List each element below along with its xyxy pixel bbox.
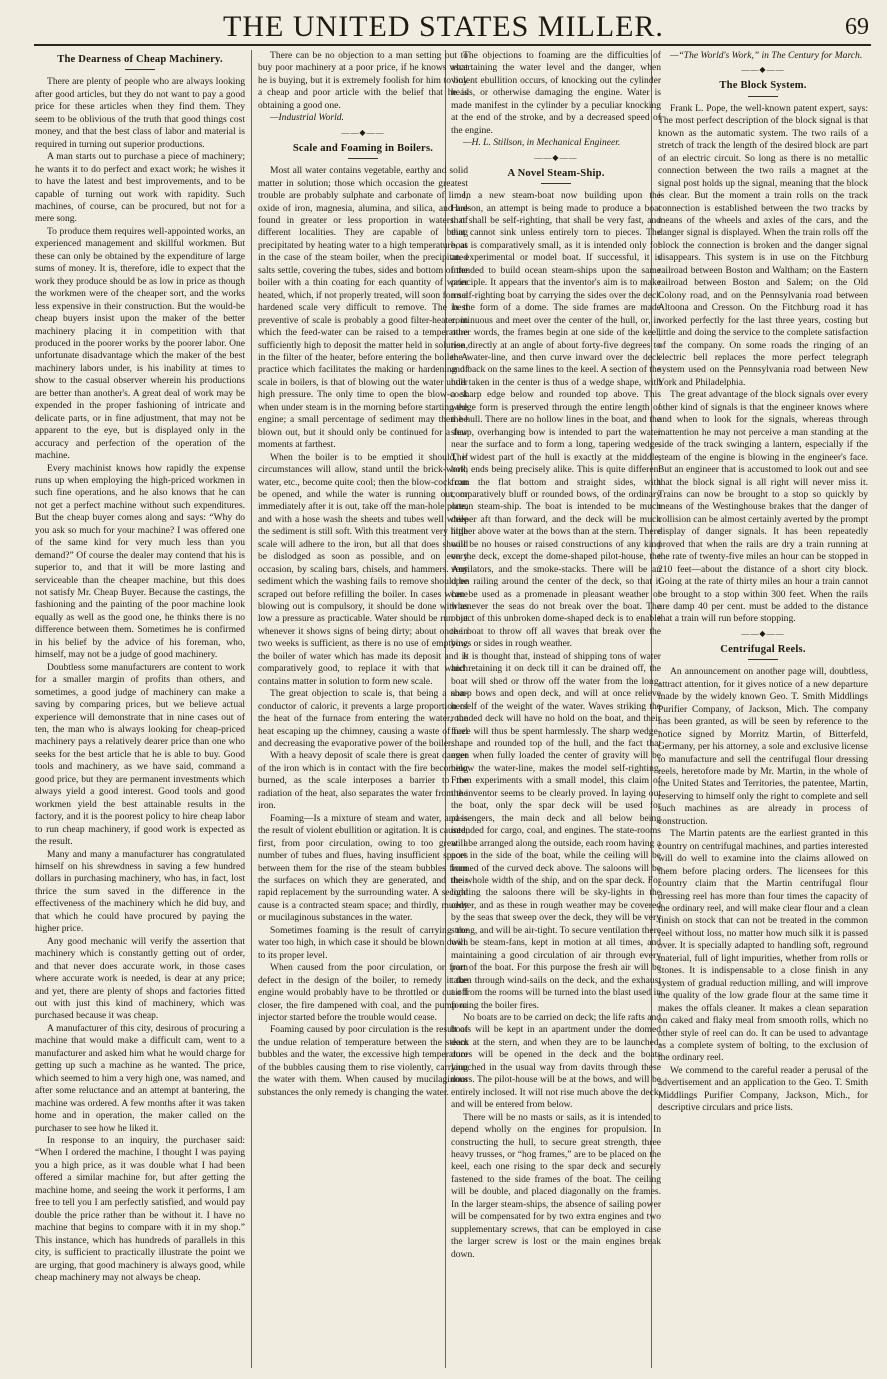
- article-title-scale-foaming: Scale and Foaming in Boilers.: [292, 142, 434, 154]
- paragraph: There can be no objection to a man setting out to buy poor machinery at a poor price, if he knows what he is buying, but it is extremely foolish for him to buy a cheap and poor article with the belief that he is obtaining a good one.: [258, 50, 468, 111]
- paragraph: A manufacturer of this city, desirous of procuring a machine that would make a difficult cam, went to a manufacturer and asked him what he would charge for getting up such a machine as he wanted. The price, which seemed to him a very high one, was named, and after some reluctance and an attempt at bantering, the machine was ordered. A few months after it was taken home and in operation, the maker called on the purchaser to see how he liked it.: [35, 1022, 245, 1134]
- paragraph: In a new steam-boat now building upon the Hudson, an attempt is being made to produce a boat that shall be self-righting, that shall be very fast, and that cannot sink unless entirely torn to pieces. The boat is comparatively small, as it is intended only for an experimental or model boat. If successful, it is intended to build ocean steam-ships upon the same principle. It appears that the inventor's aim is to make a self-righting boat by carrying the sides over the deck in the form of a dome. The side frames are made continuous and meet over the center of the hull, or, in other words, the frames begin at one side of the keel, rise directly at an angle of about forty-five degrees to the water-line, and then curve inward over the deck and back on the same lines to the keel. A section of the hull taken in the center is thus of a wedge shape, with a sharp edge below and rounded top above. This wedge form is preserved through the entire length of the hull. There are no hollow lines in the boat, and the sharp, overhanging bow is intended to part the water near the surface and to form a long, tapering wedge. The widest part of the hull is exactly at the middle, both ends being precisely alike. This is quite different from the flat bottom and straight sides, with comparatively bluff or rounded bows, of the ordinary ocean steam-ship. The boat is intended to be much deeper aft than forward, and the deck will be much higher above water at the bows than at the stern. There will be no houses or raised constructions of any kind on the deck, except the dome-shaped pilot-house, the ventilators, and the smoke-stacks. There will be an open railing around the center of the deck, so that it can be used as a promenade in pleasant weather or whenever the seas do not break over the boat. The object of this unbroken dome-shaped deck is to enable the boat to throw off all waves that break over the bows or sides in rough weather.: [451, 190, 661, 650]
- column-divider: [251, 50, 252, 1368]
- paragraph: Many and many a manufacturer has congratulated himself on his shrewdness in saving a few hundred dollars in purchasing machinery, who has, in fact, lost thrice the sum saved in the difference in the effectiveness of the machinery which he did buy, and that which he could have procured by paying the higher price.: [35, 848, 245, 935]
- header-rule: [34, 44, 871, 46]
- title-rule: [348, 158, 378, 159]
- paragraph: We commend to the careful reader a perusal of the advertisement and an application to the Geo. T. Smith Middlings Purifier Company, Jackson, Mich., for descriptive circulars and price lists.: [658, 1064, 868, 1114]
- page-number: 69: [845, 14, 869, 40]
- article-title-block-system: The Block System.: [719, 80, 807, 92]
- column-3: [451, 50, 661, 1368]
- paragraph: To produce them requires well-appointed works, an experienced management and skillful workmen. But these can only be obtained by the expenditure of large sums of money. It is, therefore, idle to expect that the work they produce should be as low in price as though the workmen were of the cheaper sort, and the works less expensive in their construction. But the would-be cheap buyers insist upon the maker of the better machinery placing it in competition with that produced in the poorer works by the poorer labor. One unfortunate disadvantage which the maker of the best machinery labors under, is his inability at times to show to the casual observer wherein his productions are better than another's. A great deal of work may be expended in the proper fashioning of intricate and delicate parts, or in fine adjustment, that may not be apparent to the eye, but is displayed only in the accuracy and perfection of the operation of the machine.: [35, 225, 245, 462]
- paragraph: Any good mechanic will verify the assertion that machinery which is constantly getting out of order, and that never does accurate work, in those cases where accurate work is needed, is dear at any price; and yet, there are plenty of shops and factories fitted out with just this kind of machinery, which was purchased because it was cheap.: [35, 935, 245, 1022]
- column-4: [658, 50, 868, 1368]
- paragraph: The Martin patents are the earliest granted in this country on centrifugal machines, and parties interested will do well to examine into the claims allowed on them before placing orders. The licensees for this country claim that the Martin centrifugal flour dressing reel has more than four times the capacity of the ordinary reel, and will make clear flour and a clean finish on stock that can not be treated in the common reel without loss, no matter how much silk it is passed over. It is specially adapted to handling soft, reground material, full of light impurities, whether from rolls or stones. It is indispensable to a close finish in any system of gradual reduction milling, and will improve the quality of the low grade flour at the same time it makes the offals cleaner. It makes a clean separation on caked and flaky meal from smooth rolls, which no other style of reel can do. It can be used to advantage as a complete system of bolting, to the exclusion of the ordinary reel.: [658, 828, 868, 1064]
- column-1: [35, 50, 245, 1368]
- article-title-steam-ship: A Novel Steam-Ship.: [507, 167, 605, 179]
- paragraph: An announcement on another page will, doubtless, attract attention, for it gives notice of a new departure made by the widely known Geo. T. Smith Middlings Purifier Company, of Jackson, Mich. The company has been granted, as will be seen by reference to the notice signed by Morritz Martin, of Bitterfeld, Germany, per his attorney, a sole and exclusive license to manufacture and sell the centrifugal flour dressing reels, heretofore made by Mr. Martin, in the whole of the United States and Territories, the patentee, Martin, reserving to himself only the right to complete and sell such machines as are already in process of construction.: [658, 666, 868, 827]
- paragraph: When the boiler is to be emptied it should, if circumstances will allow, stand until the brick-work, water, etc., become quite cool; then the blow-cock can be opened, and while the water is running out, or immediately after it is out, take off the man-hole plate, and with a hose wash the sheets and tubes well while the sediment is still soft. With this treatment very little scale will adhere to the iron, but all that does should be dislodged as soon as possible, and on every occasion, by scaling bars, chisels, and hammers. Any sediment which the washing fails to remove should be scraped out before refilling the boiler. In cases where blowing out is compulsory, it should be done with as low a pressure as practicable. Water should be run out whenever it shows signs of being dirty; about once in two weeks is sufficient, as there is no use of emptying the boiler of water which has made its deposit and is comparatively good, to replace it with that which contains matter in solution to form new scale.: [258, 451, 468, 687]
- paragraph: Foaming caused by poor circulation is the result of the undue relation of temperature between the steam bubbles and the water, the excessive high temperature of the bubbles causing them to rise violently, carrying the water with them. When caused by mucilaginous substances the only remedy is changing the water.: [258, 1024, 468, 1098]
- paragraph: There are plenty of people who are always looking after good articles, but they do not want to pay a good price for these articles when they find them. They seem to be oblivious of the truth that good things cost money, and that the best class of labor and material is required in turning out superior productions.: [35, 76, 245, 150]
- paragraph: The great objection to scale is, that being a non-conductor of caloric, it prevents a large proportion of the heat of the furnace from entering the water, the heat escaping up the chimney, causing a waste of fuel and decreasing the evaporative power of the boiler.: [258, 688, 468, 750]
- newspaper-title: THE UNITED STATES MILLER.: [223, 10, 664, 43]
- column-2: [258, 50, 468, 1368]
- paragraph: It is thought that, instead of shipping tons of water and retaining it on deck till it can be drained off, the boat will shed or throw off the water from the long, sharp bows and open deck, and will at once relieve herself of the weight of the water. Waves striking the rounded deck will have no hold on the boat, and their force will thus be spent harmlessly. The sharp wedge-shape and rounded top of the hull, and the fact that even when fully loaded the center of gravity will be below the water-line, makes the model self-righting. From experiments with a small model, this claim of the inventor seems to be clearly proved. In laying out the boat, only the spar deck will be used for passengers, the main deck and all below being intended for cargo, coal, and engines. The state-rooms will be arranged along the outside, each room having a port in the side of the boat, while the ceiling will be formed of the curved deck above. The saloons will be the whole width of the ship, and on the spar deck. For lighting the saloons there will be sky-lights in the center, and as these in rough weather may be covered by the seas that sweep over the deck, they will be very strong, and will be air-tight. To secure ventilation there will be steam-fans, kept in motion at all times, and maintaining a good circulation of air through every part of the boat. For this purpose the fresh air will be taken through wind-sails on the deck, and the exhaust air from the rooms will be turned into the blast used in forcing the boiler fires.: [451, 650, 661, 1011]
- paragraph: Doubtless some manufacturers are content to work for a smaller margin of profits than others, and sometimes, a good judge of machinery can make a saving by comparing prices, but we believe actual experience will demonstrate that in nine cases out of ten, the man who is always looking for cheap-priced machinery pays a relatively dearer price than one who seeks for the best article that he is able to buy. Good tools and machinery, as we have said, command a good price, but they are permanent investments which always yield a good interest. Good tools and good workmen yield the best attainable results in the factory, and it is the poorest policy to hire cheap labor to run cheap machinery, if good work is expected as the result.: [35, 661, 245, 848]
- paragraph: When caused from the poor circulation, or from defect in the design of the boiler, to remedy it the engine would probably have to be throttled or cut off closer, the fire dampened with coal, and the pump or injector started before the trouble would cease.: [258, 962, 468, 1023]
- title-rule: [748, 659, 778, 660]
- paragraph: A man starts out to purchase a piece of machinery; he wants it to do perfect and exact work; he wishes it to have the latest and best improvements, and to be capable of turning out work with rapidity. Such machines, of course, can be procured, but not for a mere song.: [35, 151, 245, 225]
- masthead: [0, 10, 887, 44]
- paragraph: Foaming—Is a mixture of steam and water, and is the result of violent ebullition or agitation. It is caused, first, from poor circulation, owing to too great a number of tubes and flues, having insufficient spaces between them for the rise of the steam bubbles from the surfaces on which they are generated, and their rapid replacement by the surrounding water. A second cause is a contracted steam space; and thirdly, muddy or mucilaginous substances in the water.: [258, 812, 468, 924]
- paragraph: The great advantage of the block signals over every other kind of signals is that the engineer knows where and when to look for the signals, whereas through inattention he may not perceive a man standing at the side of the track swinging a lantern, especially if the steam of the engine is blowing in the engineer's face. But an engineer that is accustomed to look out and see that the block signal is all right will never miss it. Trains can now be brought to a stop so quickly by means of the Westinghouse brakes that the danger of collision can be almost certainly averted by the prompt display of danger signals. It has been repeatedly proved that when the rails are dry a train running at the rate of twenty-five miles an hour can be stopped in 210 feet—about the distance of a short city block. Going at the rate of thirty miles an hour a train cannot be brought to a stop within 300 feet. When the rails are damp 40 per cent. must be added to the distance that a train will run before stopping.: [658, 389, 868, 625]
- paragraph: No boats are to be carried on deck; the life rafts and boats will be kept in an apartment under the domed deck at the stern, and when they are to be launched, doors will be opened in the deck and the boats launched in the usual way from davits through these doors. The pilot-house will be at the bows, and will be entirely inclosed. It will not rise much above the deck, and will be entered from below.: [451, 1011, 661, 1111]
- citation: —Industrial World.: [270, 112, 344, 124]
- paragraph: Most all water contains vegetable, earthy and solid matter in solution; those which occasion the greatest trouble are probably sulphate and carbonate of lime, oxide of iron, magnesia, alumina, and silica, and are found in greater or less proportion in waters of different localities. They are capable of being precipitated by heating water to a high temperature, as in the case of the steam boiler, when the precipitated salts settle, covering the tubes, sides and bottom of the boiler with a thin coating for each quantity of water heated, which, if not properly treated, will soon form a hardened scale very difficult to remove. The best preventive of scale is probably a good filter-heater, in which the feed-water can be raised to a temperature sufficiently high to deposit the matter held in solution, in the filter of the heater, before entering the boiler. A practice which facilitates the making or hardening of scale in boilers, is that of blowing out the water under high pressure. The only time to open the blow-cock when under steam is in the morning before starting the engine; a small percentage of sediment may then be blown out, but it should only be continued for a few moments at farthest.: [258, 165, 468, 451]
- paragraph: The objections to foaming are the difficulties of ascertaining the water level and the danger, when violent ebullition occurs, of knocking out the cylinder heads, or otherwise damaging the engine. Water is made manifest in the cylinder by a peculiar knocking at the end of the stroke, and by a decreased speed of the engine.: [451, 50, 661, 136]
- paragraph: Every machinist knows how rapidly the expense runs up when employing the high-priced workmen in such fine operations, and he also knows that he can not get a perfect machine without such expenditures. But the cheap buyer comes along and says: “Why do you ask so much for your machine? I was offered one of the same kind for very much less than you demand?” Of course the dealer may contend that his is superior to, and that it will be more lasting and serviceable than the cheaper machine, but this does not satisfy Mr. Cheap Buyer. Because the castings, the fashioning and the painting of the poor machine look equally as well as the good one, he thinks there is no difference between them. Sometimes he is confirmed in his belief by the advice of his foreman, who, himself, may not be a judge of good machinery.: [35, 462, 245, 661]
- title-rule: [748, 96, 778, 97]
- article-title-cheap-machinery: The Dearness of Cheap Machinery.: [57, 54, 223, 65]
- title-rule: [125, 69, 155, 70]
- paragraph: With a heavy deposit of scale there is great danger of the iron which is in contact with the fire becoming burned, as the scale interposes a barrier to the radiation of the heat, also separates the water from the iron.: [258, 750, 468, 812]
- article-title-centrifugal-reels: Centrifugal Reels.: [720, 643, 806, 655]
- paragraph: There will be no masts or sails, as it is intended to depend wholly on the engines for propulsion. In constructing the hull, to secure great strength, three heavy trusses, or “hog frames,” are to be placed on the keel, each one rising to the spar deck and securely fastened to the side frames of the boat. The ceiling will be double, and placed diagonally on the frames. In the larger steam-ships, the absence of sailing power will be compensated for by two extra engines and two supplementary screws, that can be employed in case the larger screw is lost or the main engines break down.: [451, 1111, 661, 1260]
- separator-ornament: ——◆——: [741, 628, 785, 638]
- separator-ornament: ——◆——: [341, 127, 385, 137]
- citation: —“The World's Work,” in The Century for March.: [670, 50, 863, 61]
- separator-ornament: ——◆——: [741, 65, 785, 75]
- paragraph: Sometimes foaming is the result of carrying the water too high, in which case it should be blown down to its proper level.: [258, 924, 468, 961]
- separator-ornament: ——◆——: [534, 152, 578, 162]
- title-rule: [541, 183, 571, 184]
- paragraph: In response to an inquiry, the purchaser said: “When I ordered the machine, I thought I was paying you a high price, as it was double what I had been offered a similar machine for, but after getting the machine home, and seeing the work it performs, I am free to tell you I am perfectly satisfied, and would pay double the price rather than be without it. I have no machine that begins to compare with it in my shop.” This instance, which has hundreds of parallels in this city, is sufficient to practically illustrate the point we are urging, that good machinery is always good, while cheap machinery may not always be cheap.: [35, 1134, 245, 1283]
- paragraph: Frank L. Pope, the well-known patent expert, says: The most perfect description of the block signal is that known as the automatic system. The two rails of a stretch of track the length of the desired block are part of an electric circuit. So long as there is no metallic connection between the two rails a magnet at the signal post holds up the signal, meaning that the block is clear. But the moment a train rolls on the track connection is established between the two tracks by means of the wheels and axles of the cars, and the danger signal is displayed. When the train rolls off the block the connection is broken and the danger signal disappears. This system is in use on the Fitchburg railroad between Boston and Waltham; on the Eastern railroad between Boston and Salem; on the Old Colony road, and on the Pennsylvania road between Altoona and Cresson. On the Fitchburg road it has worked perfectly for the last three years, costing but little and doing the service to the complete satisfaction of the company. On some roads the ringing of an electric bell replaces the more perfect telegraph system used on the Pennsylvania road between New York and Philadelphia.: [658, 102, 868, 388]
- citation: —H. L. Stillson, in Mechanical Engineer.: [463, 137, 621, 149]
